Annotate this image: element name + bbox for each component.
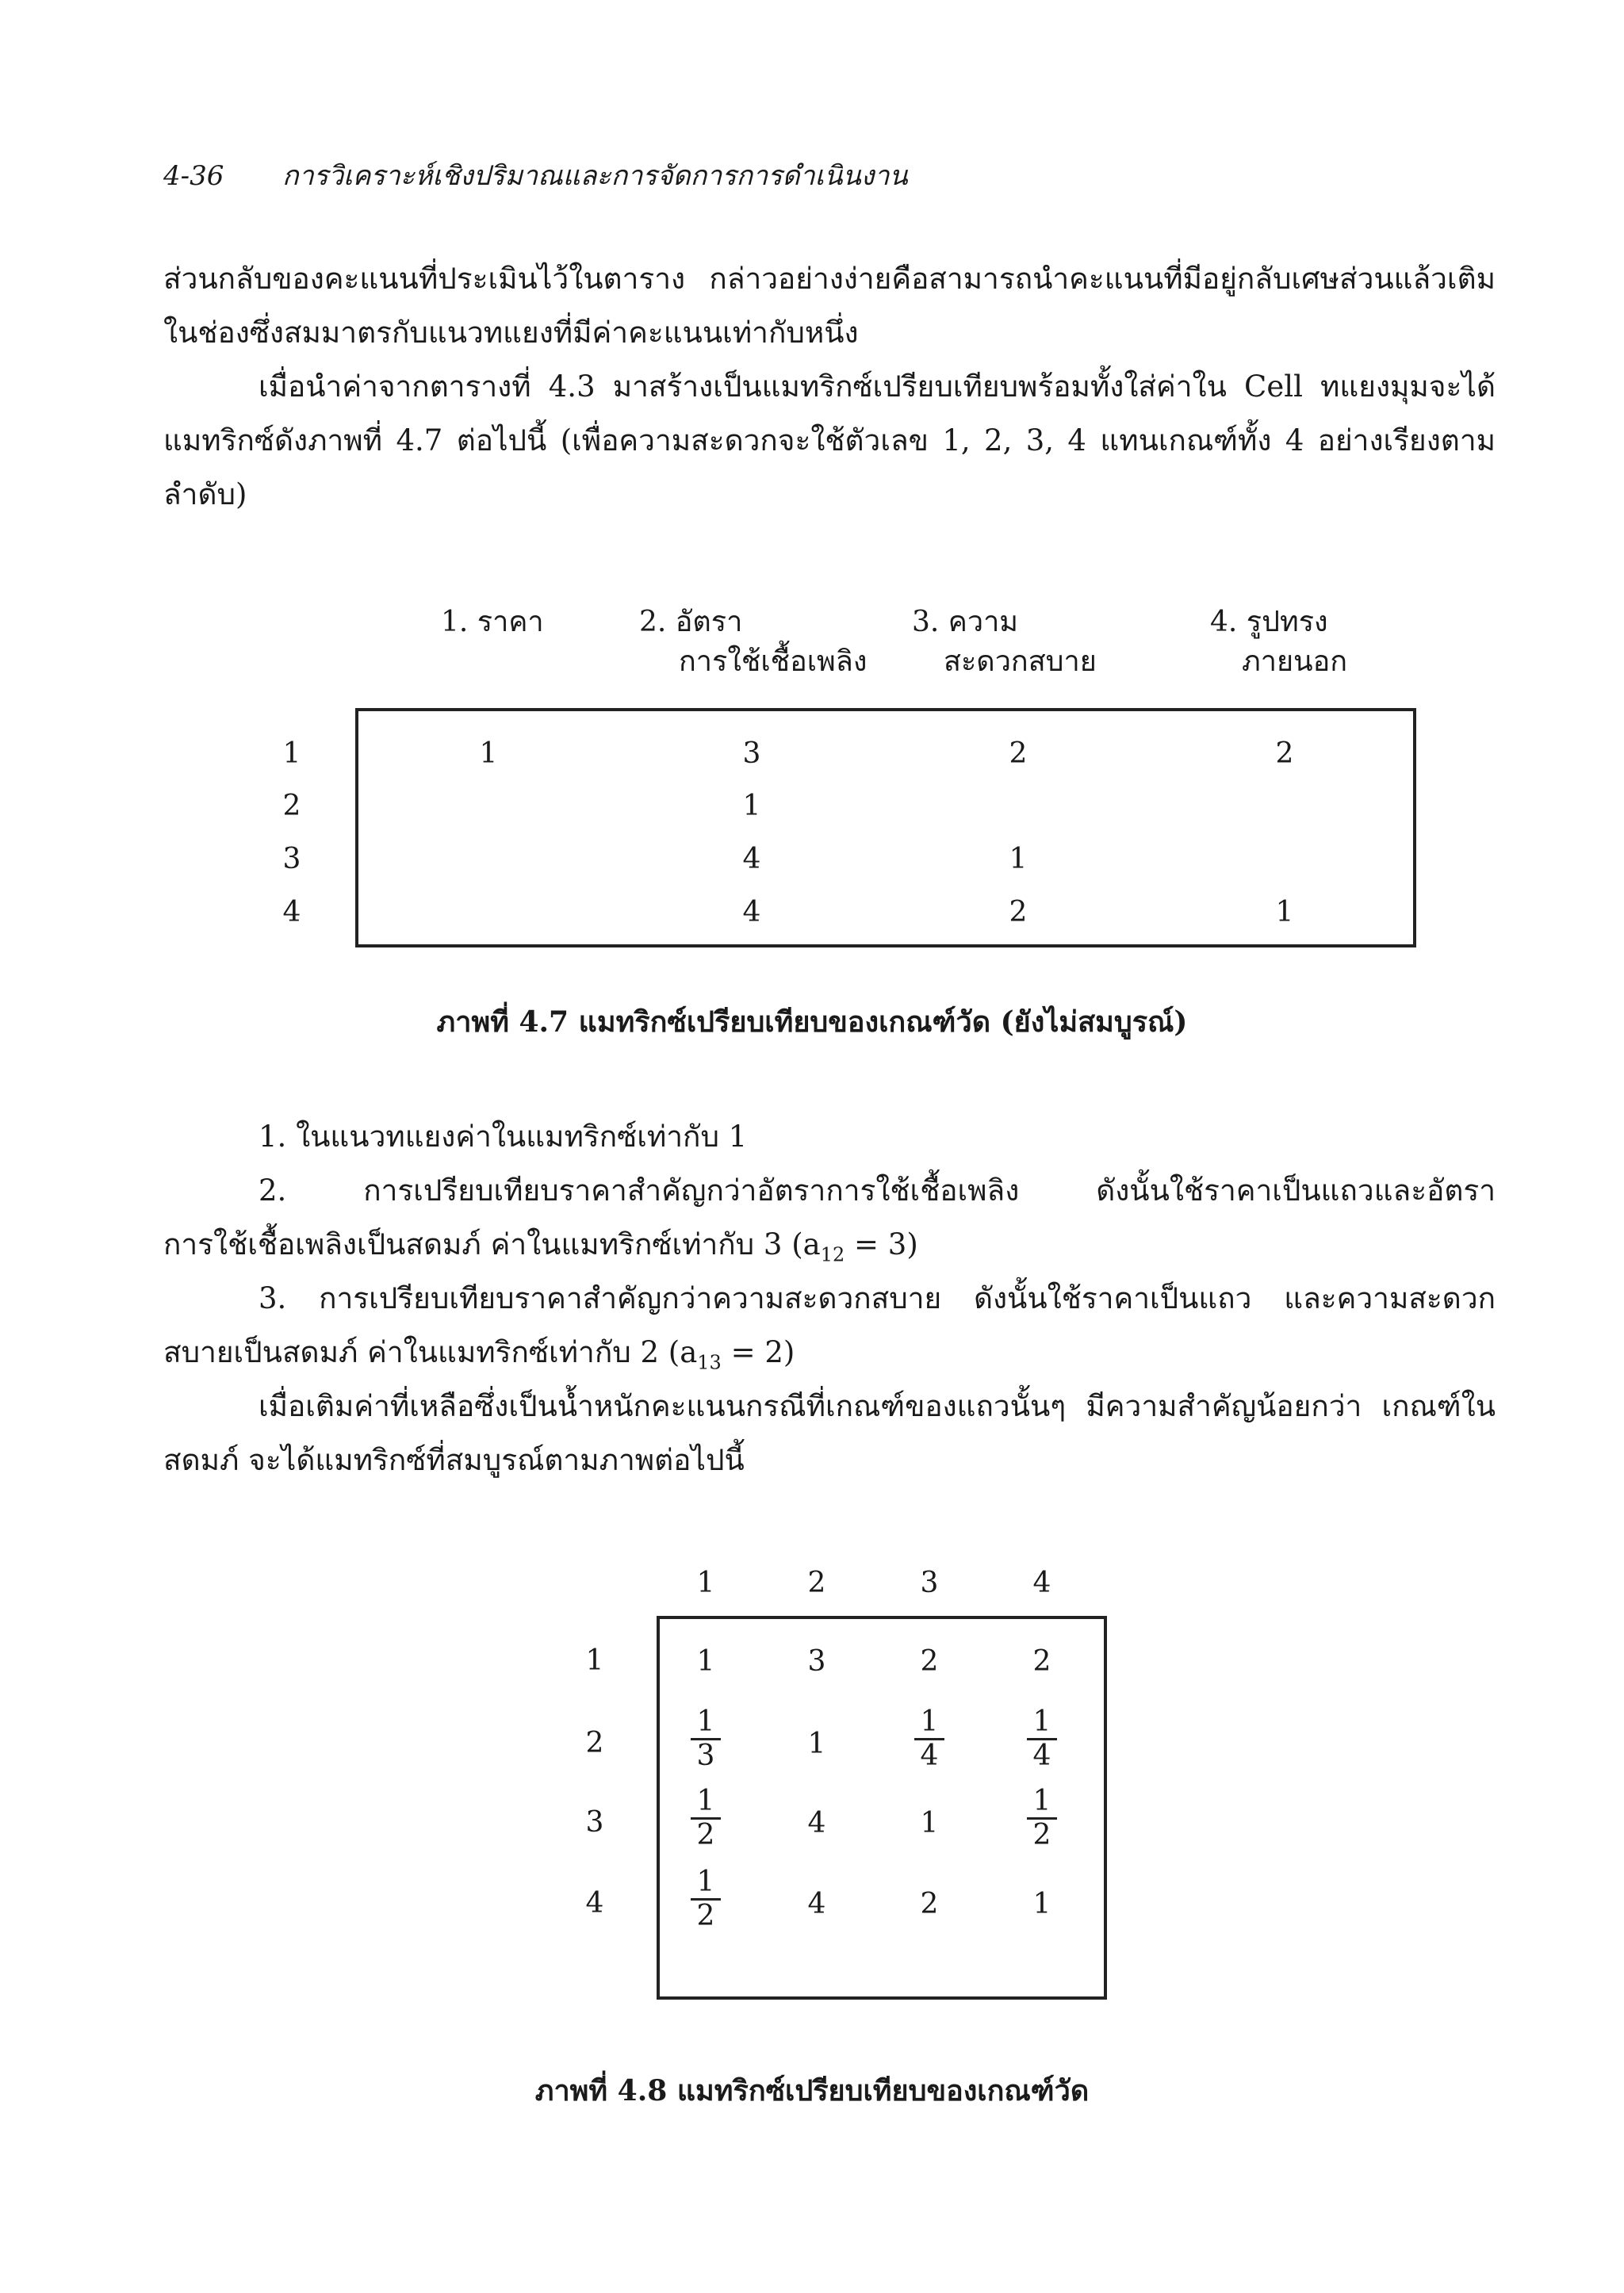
m8-col-label: 2 (807, 1567, 826, 1599)
m8-row-label: 4 (585, 1887, 604, 1920)
m7-header-2: 2. อัตรา การใช้เชื้อเพลิง (639, 606, 868, 678)
m7-row-label: 4 (282, 896, 301, 928)
step-3: 3. การเปรียบเทียบราคาสำคัญกว่าความสะดวกสบาย ดังนั้นใช้ราคาเป็นแถว และความสะดวก สบายเป็นสดมภ์ ค่าในแมทริกซ์เท่ากับ 2 $(a_{13} = 2)$ (163, 1281, 1496, 1374)
m8-cell: 1 (696, 1645, 715, 1678)
m7-cell: 2 (1275, 737, 1294, 770)
m8-row-label: 2 (585, 1727, 604, 1759)
paragraph-2: เมื่อนำค่าจากตารางที่ 4.3 มาสร้างเป็นแมทริกซ์เปรียบเทียบพร้อมทั้งใส่ค่าใน Cell ทแยงมุมจะได้แมทริกซ์ดังภาพที่ 4.7 ต่อไปนี้ (เพื่อความสะดวกจะใช้ตัวเลข 1, 2, 3, 4 แทนเกณฑ์ทั้ง 4 อย่างเรียงตามลำดับ) (163, 369, 1496, 511)
m8-cell: 2 (920, 1645, 939, 1678)
m7-cell: 4 (742, 896, 761, 928)
paragraph-3: เมื่อเติมค่าที่เหลือซึ่งเป็นน้ำหนักคะแนนกรณีที่เกณฑ์ของแถวนั้นๆ มีความสำคัญน้อยกว่า เกณฑ์ในสดมภ์ จะได้แมทริกซ์ที่สมบูรณ์ตามภาพต่อไปนี้ (163, 1389, 1496, 1477)
figure-caption-4-8: ภาพที่ 4.8 แมทริกซ์เปรียบเทียบของเกณฑ์วัด (534, 2074, 1090, 2107)
m8-cell-fraction: $\frac{1}{4}$ (1010, 1705, 1074, 1772)
m8-cell: 2 (1032, 1645, 1051, 1678)
m7-cell: 2 (1009, 737, 1028, 770)
m7-header-3: 3. ความ สะดวกสบาย (912, 606, 1097, 678)
m8-cell: 1 (807, 1728, 826, 1760)
m7-row-label: 2 (282, 790, 301, 822)
m7-cell: 1 (1009, 843, 1028, 875)
m7-row-label: 1 (282, 737, 301, 770)
step-1: 1. ในแนวทแยงค่าในแมทริกซ์เท่ากับ 1 (259, 1120, 748, 1154)
m8-row-label: 1 (585, 1644, 604, 1677)
m8-cell-fraction: $\frac{1}{2}$ (674, 1784, 737, 1851)
m8-cell-fraction: $\frac{1}{4}$ (898, 1705, 961, 1772)
running-header (163, 154, 908, 197)
m7-cell: 3 (742, 737, 761, 770)
m8-col-label: 4 (1032, 1567, 1051, 1599)
m7-header-1: 1. ราคา (441, 606, 544, 638)
m8-cell-fraction: $\frac{1}{2}$ (1010, 1784, 1074, 1851)
m8-cell: 1 (920, 1807, 939, 1839)
m8-col-label: 1 (696, 1567, 715, 1599)
m8-row-label: 3 (585, 1806, 604, 1839)
m8-cell: 3 (807, 1645, 826, 1678)
m7-cell: 1 (1275, 896, 1294, 928)
m8-cell: 4 (807, 1807, 826, 1839)
m8-cell: 4 (807, 1888, 826, 1920)
step-2: 2. การเปรียบเทียบราคาสำคัญกว่าอัตราการใช้เชื้อเพลิง ดังนั้นใช้ราคาเป็นแถวและอัตรา การใช้เชื้อเพลิงเป็นสดมภ์ ค่าในแมทริกซ์เท่ากับ 3 $(a_{12} = 3)$ (163, 1173, 1496, 1266)
m8-col-label: 3 (920, 1567, 939, 1599)
paragraph-1: ส่วนกลับของคะแนนที่ประเมินไว้ในตาราง กล่าวอย่างง่ายคือสามารถนำคะแนนที่มีอยู่กลับเศษส่วนแล้วเติมในช่องซึ่งสมมาตรกับแนวทแยงที่มีค่าคะแนนเท่ากับหนึ่ง (163, 262, 1496, 350)
m7-cell: 1 (479, 737, 498, 770)
page-number: 4-36 (163, 160, 224, 192)
m7-cell: 2 (1009, 896, 1028, 928)
m7-cell: 1 (742, 790, 761, 822)
m7-row-label: 3 (282, 843, 301, 875)
m8-cell: 1 (1032, 1888, 1051, 1920)
m7-cell: 4 (742, 843, 761, 875)
figure-caption-4-7: ภาพที่ 4.7 แมทริกซ์เปรียบเทียบของเกณฑ์วัด (ยังไม่สมบูรณ์) (436, 1005, 1188, 1039)
m7-header-4: 4. รูปทรง ภายนอก (1210, 606, 1348, 678)
m8-cell-fraction: $\frac{1}{2}$ (674, 1865, 737, 1932)
m8-cell-fraction: $\frac{1}{3}$ (674, 1705, 737, 1772)
book-title: การวิเคราะห์เชิงปริมาณและการจัดการการดำเนินงาน (282, 160, 908, 192)
m8-cell: 2 (920, 1888, 939, 1920)
